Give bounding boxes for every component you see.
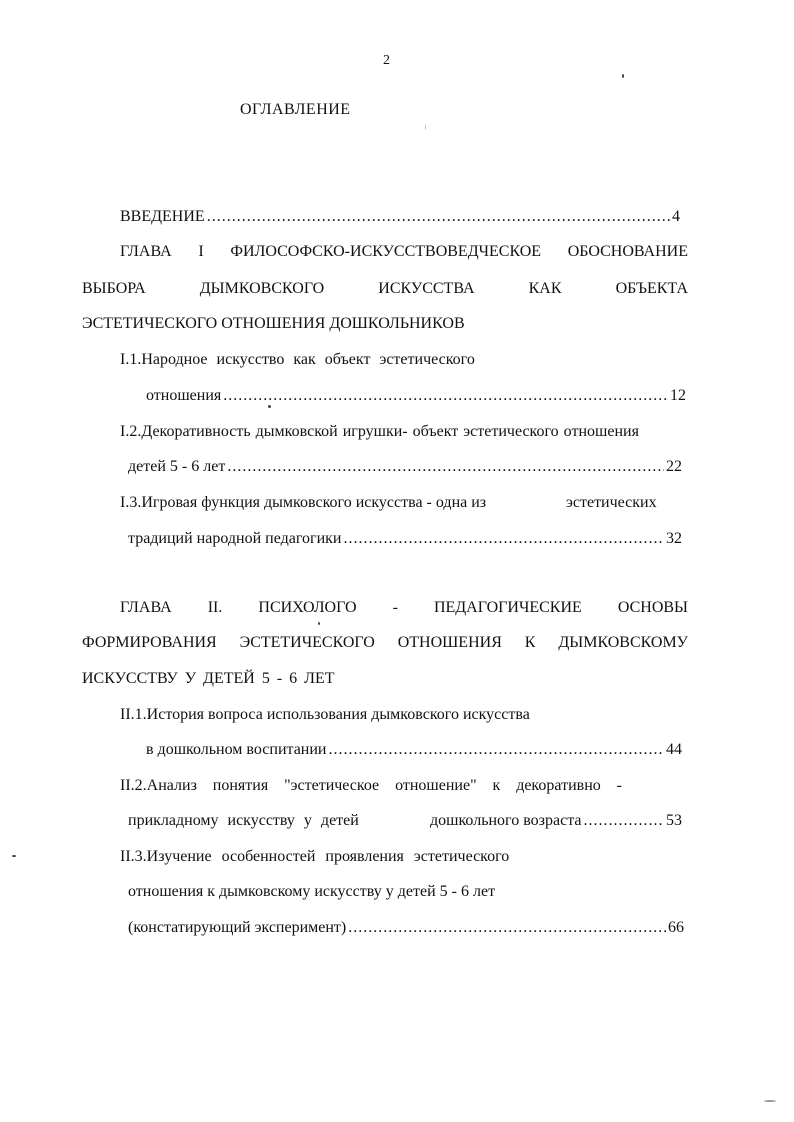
section-1-1-title: I.1.Народное искусство как объект эстетического — [120, 351, 475, 368]
toc-entry-introduction — [120, 207, 680, 227]
dot-leader — [343, 529, 664, 549]
chapter-1-heading-line-3: ЭСТЕТИЧЕСКОГО ОТНОШЕНИЯ ДОШКОЛЬНИКОВ — [82, 315, 465, 332]
dot-leader — [348, 918, 666, 938]
toc-entry-page: 44 — [666, 741, 682, 758]
chapter-1-heading-line-1: ГЛАВА I ФИЛОСОФСКО-ИСКУССТВОВЕДЧЕСКОЕ ОБОСНОВАНИЕ — [120, 243, 688, 260]
chapter-2-heading-line-2: ФОРМИРОВАНИЯ ЭСТЕТИЧЕСКОГО ОТНОШЕНИЯ К ДЫМКОВСКОМУ — [82, 634, 688, 651]
section-1-2-entry — [128, 457, 682, 477]
toc-entry-page: 66 — [668, 919, 684, 936]
scan-speck — [12, 855, 16, 857]
chapter-1-heading-line-2: ВЫБОРА ДЫМКОВСКОГО ИСКУССТВА КАК ОБЪЕКТА — [82, 280, 688, 297]
section-2-2-title: II.2.Анализ понятия "эстетическое отношение" к декоративно - — [120, 777, 622, 794]
page-number: 2 — [383, 53, 390, 68]
section-2-3-entry — [128, 918, 684, 938]
toc-entry-page: 12 — [670, 387, 686, 404]
toc-entry-page: 53 — [666, 812, 682, 829]
dot-leader — [227, 457, 664, 477]
toc-entry-label: традиций народной педагогики — [128, 530, 342, 547]
scan-speck — [268, 405, 271, 408]
toc-entry-label: дошкольного возраста — [430, 812, 582, 829]
section-2-2-line-2: прикладному искусству у детей — [128, 812, 359, 829]
scan-speck — [622, 74, 624, 78]
section-1-3-title: I.3.Игровая функция дымковского искусства - одна из — [120, 494, 487, 511]
chapter-2-heading-line-3: ИСКУССТВУ У ДЕТЕЙ 5 - 6 ЛЕТ — [82, 670, 335, 687]
section-2-1-title: II.1.История вопроса использования дымковского искусства — [120, 706, 530, 723]
toc-entry-label: в дошкольном воспитании — [146, 741, 327, 758]
dot-leader — [207, 207, 670, 227]
section-1-3-entry — [128, 529, 682, 549]
section-1-2-title: I.2.Декоративность дымковской игрушки- объект эстетического отношения — [120, 423, 639, 440]
scan-speck — [425, 124, 426, 130]
toc-entry-page: 32 — [666, 530, 682, 547]
chapter-2-heading-line-1: ГЛАВА II. ПСИХОЛОГО - ПЕДАГОГИЧЕСКИЕ ОСНОВЫ — [120, 599, 688, 616]
section-2-1-entry — [146, 740, 682, 760]
toc-entry-label: отношения — [146, 387, 222, 404]
section-1-1-entry — [146, 386, 686, 406]
toc-entry-page: 4 — [672, 208, 680, 225]
toc-entry-label: (констатирующий эксперимент) — [128, 919, 347, 936]
section-2-2-entry — [430, 811, 682, 831]
toc-entry-label: ВВЕДЕНИЕ — [120, 208, 205, 225]
toc-entry-label: детей 5 - 6 лет — [128, 458, 226, 475]
dot-leader — [583, 811, 664, 831]
section-2-3-title: II.3.Изучение особенностей проявления эстетического — [120, 848, 510, 865]
scan-speck — [318, 622, 320, 625]
dot-leader — [328, 740, 664, 760]
section-2-3-line-2: отношения к дымковскому искусству у детей 5 - 6 лет — [128, 883, 496, 900]
toc-entry-page: 22 — [666, 458, 682, 475]
scan-speck — [764, 1100, 776, 1102]
dot-leader — [223, 386, 668, 406]
page-title: ОГЛАВЛЕНИЕ — [240, 101, 351, 118]
section-1-3-title-continued: эстетических — [566, 494, 657, 511]
